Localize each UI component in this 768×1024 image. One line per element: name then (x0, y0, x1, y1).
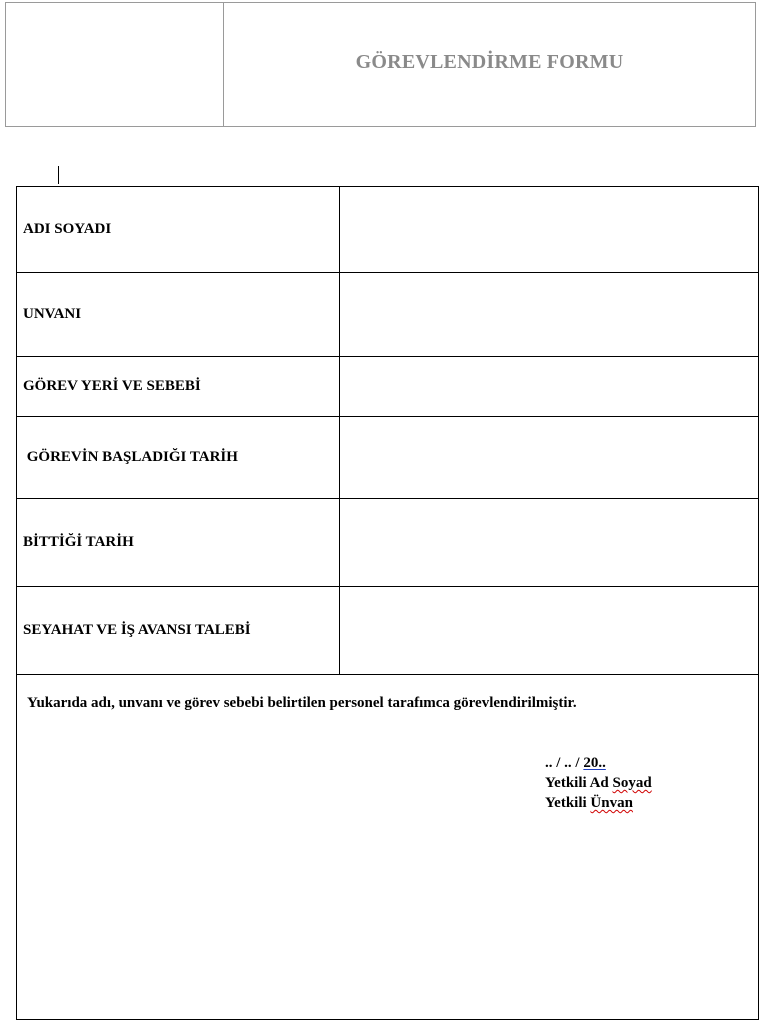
label-duty-place: GÖREV YERİ VE SEBEBİ (17, 357, 340, 416)
form-header (5, 2, 756, 127)
field-start-date[interactable] (340, 417, 758, 498)
row-advance-request (17, 587, 758, 675)
field-duty-place[interactable] (340, 357, 758, 416)
row-title (17, 273, 758, 357)
label-start-date: GÖREVİN BAŞLADIĞI TARİH (17, 417, 340, 498)
row-name (17, 187, 758, 273)
field-name[interactable] (340, 187, 758, 272)
label-name: ADI SOYADI (17, 187, 340, 272)
signature-title (545, 793, 652, 813)
form-title: GÖREVLENDİRME FORMU (355, 51, 624, 73)
date-year: 20.. (583, 755, 606, 771)
label-advance-request: SEYAHAT VE İŞ AVANSI TALEBİ (17, 587, 340, 674)
label-title: UNVANI (17, 273, 340, 356)
row-duty-place (17, 357, 758, 417)
logo-cell (6, 3, 224, 126)
title-cell (224, 3, 755, 126)
field-advance-request[interactable] (340, 587, 758, 674)
title-flagged-word: Ünvan (590, 795, 633, 811)
signature-block (545, 753, 652, 813)
title-prefix: Yetkili (545, 795, 591, 811)
assignment-statement: Yukarıda adı, unvanı ve görev sebebi belirtilen personel tarafımca görevlendirilmiştir. (27, 695, 577, 711)
field-end-date[interactable] (340, 499, 758, 586)
form-table (16, 186, 759, 1020)
signature-name (545, 773, 652, 793)
text-cursor (58, 166, 59, 184)
name-flagged-word: Soyad (612, 775, 652, 791)
signature-date (545, 753, 652, 773)
name-prefix: Yetkili Ad (545, 775, 613, 791)
label-end-date: BİTTİĞİ TARİH (17, 499, 340, 586)
row-start-date (17, 417, 758, 499)
field-title[interactable] (340, 273, 758, 356)
date-prefix: .. / .. / (545, 755, 584, 771)
row-end-date (17, 499, 758, 587)
